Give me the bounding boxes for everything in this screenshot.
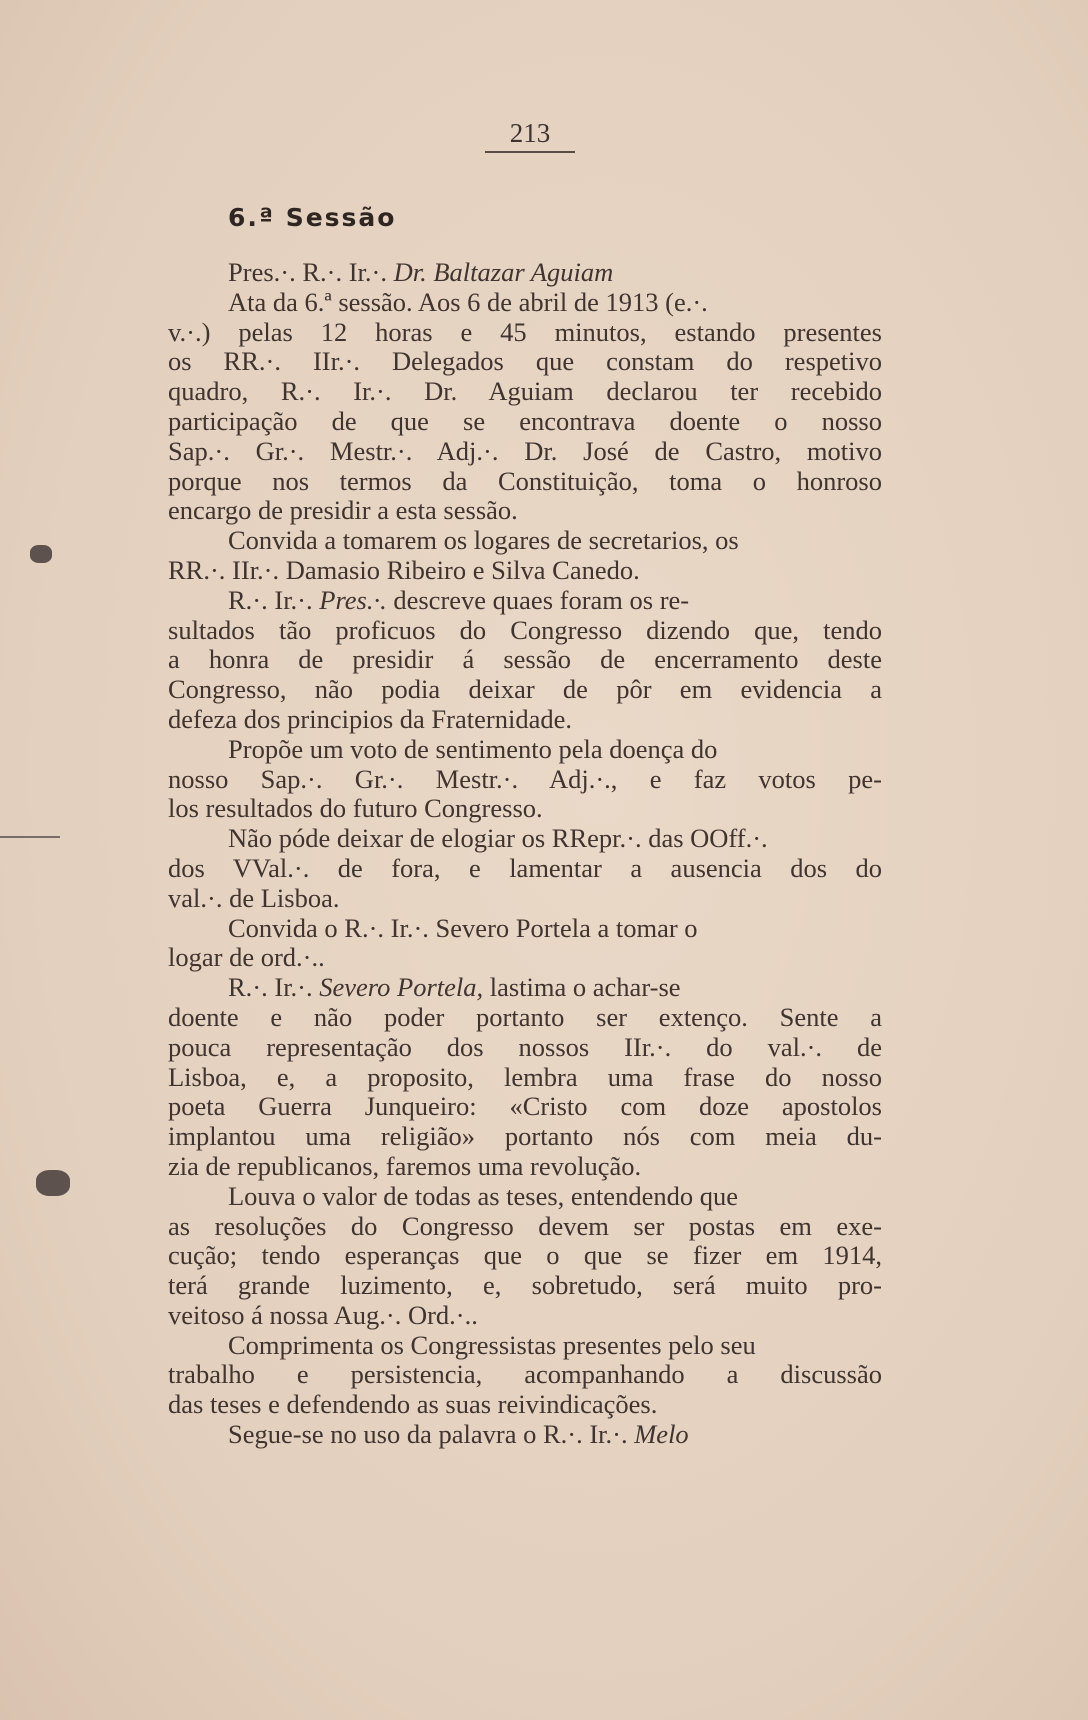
- margin-ink-mark-bottom: [36, 1170, 70, 1196]
- text-line: os RR.·. IIr.·. Delegados que constam do respetivo: [168, 346, 882, 377]
- text-line: das teses e defendendo as suas reivindicações.: [168, 1389, 658, 1420]
- text-line: cução; tendo esperanças que o que se fizer em 1914,: [168, 1240, 882, 1271]
- text-line: Louva o valor de todas as teses, entendendo que: [228, 1180, 738, 1211]
- text-line: as resoluções do Congresso devem ser postas em exe-: [168, 1210, 882, 1241]
- text-line: a honra de presidir á sessão de encerramento deste: [168, 644, 882, 675]
- text-line: nosso Sap.·. Gr.·. Mestr.·. Adj.·., e faz votos pe-: [168, 763, 882, 794]
- text-line: terá grande luzimento, e, sobretudo, será muito pro-: [168, 1270, 882, 1301]
- margin-ink-mark-top: [30, 545, 52, 563]
- text-line: zia de republicanos, faremos uma revolução.: [168, 1150, 642, 1181]
- text-line: Propõe um voto de sentimento pela doença do: [228, 733, 718, 764]
- text-line: Congresso, não podia deixar de pôr em evidencia a: [168, 674, 882, 705]
- text-line: encargo de presidir a esta sessão.: [168, 495, 518, 526]
- text-line: Convida a tomarem os logares de secretarios, os: [228, 525, 739, 556]
- text-line: porque nos termos da Constituição, toma o honroso: [168, 465, 882, 496]
- text-line: veitoso á nossa Aug.·. Ord.·..: [168, 1299, 478, 1330]
- text-line: quadro, R.·. Ir.·. Dr. Aguiam declarou ter recebido: [168, 376, 882, 407]
- text-line: poeta Guerra Junqueiro: «Cristo com doze apostolos: [168, 1091, 882, 1122]
- page-number-rule: [485, 151, 575, 153]
- text-line: Lisboa, e, a proposito, lembra uma frase do nosso: [168, 1061, 882, 1092]
- text-line: Sap.·. Gr.·. Mestr.·. Adj.·. Dr. José de Castro, motivo: [168, 435, 882, 466]
- text-line: Convida o R.·. Ir.·. Severo Portela a tomar o: [228, 912, 698, 943]
- text-line: logar de ord.·..: [168, 942, 325, 973]
- text-line: RR.·. IIr.·. Damasio Ribeiro e Silva Canedo.: [168, 554, 640, 585]
- text-line: doente e não poder portanto ser extenço. Sente a: [168, 1001, 882, 1032]
- text-line: pouca representação dos nossos IIr.·. do val.·. de: [168, 1031, 882, 1062]
- page-number: 213: [509, 118, 551, 148]
- text-line: Segue-se no uso da palavra o R.·. Ir.·. Melo: [228, 1419, 689, 1450]
- text-line: Ata da 6.ª sessão. Aos 6 de abril de 1913 (e.·.: [228, 286, 708, 317]
- margin-ink-dash: [0, 836, 60, 838]
- text-line: Pres.·. R.·. Ir.·. Dr. Baltazar Aguiam: [228, 257, 614, 287]
- text-line: sultados tão proficuos do Congresso dizendo que, tendo: [168, 614, 882, 645]
- text-line: Não póde deixar de elogiar os RRepr.·. das OOff.·.: [228, 823, 768, 854]
- text-line: Comprimenta os Congressistas presentes pelo seu: [228, 1329, 756, 1360]
- text-line: dos VVal.·. de fora, e lamentar a ausencia dos do: [168, 852, 882, 883]
- text-line: los resultados do futuro Congresso.: [168, 793, 543, 824]
- text-line: R.·. Ir.·. Severo Portela, lastima o achar-se: [228, 972, 681, 1003]
- body-text: [168, 258, 882, 1450]
- text-line: participação de que se encontrava doente o nosso: [168, 405, 882, 436]
- text-line: v.·.) pelas 12 horas e 45 minutos, estando presentes: [168, 316, 882, 347]
- text-line: trabalho e persistencia, acompanhando a discussão: [168, 1359, 882, 1390]
- text-line: defeza dos principios da Fraternidade.: [168, 703, 572, 734]
- text-line: val.·. de Lisboa.: [168, 882, 340, 913]
- text-line: R.·. Ir.·. Pres.·. descreve quaes foram os re-: [228, 584, 690, 615]
- section-title: 6.ª Sessão: [228, 203, 397, 232]
- text-line: implantou uma religião» portanto nós com meia du-: [168, 1121, 882, 1152]
